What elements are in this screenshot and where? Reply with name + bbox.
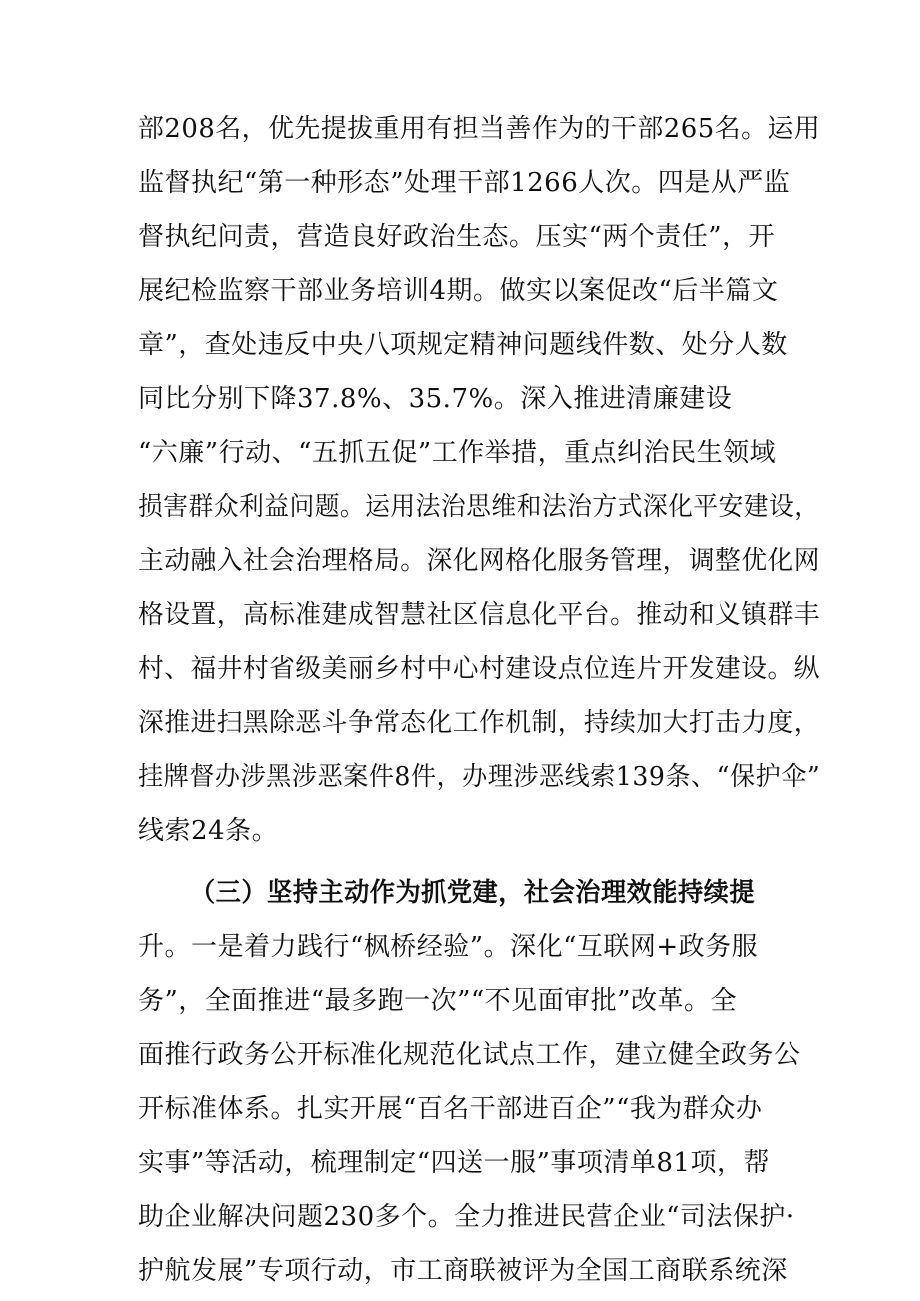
body-text-line: 部208名，优先提拔重用有担当善作为的干部265名。运用: [138, 114, 821, 144]
body-text-line: 损害群众利益问题。运用法治思维和法治方式深化平安建设，: [138, 492, 820, 522]
body-text-line: 挂牌督办涉黑涉恶案件8件，办理涉恶线索139条、“保护伞”: [138, 762, 821, 792]
body-text-line: 助企业解决问题230多个。全力推进民营企业“司法保护·: [138, 1202, 795, 1232]
body-text-line: 深推进扫黑除恶斗争常态化工作机制，持续加大打击力度，: [138, 708, 820, 738]
body-text-line: 展纪检监察干部业务培训4期。做实以案促改“后半篇文: [138, 276, 779, 306]
body-text-line: 开标准体系。扎实开展“百名干部进百企”“我为群众办: [138, 1094, 763, 1124]
body-text-line: 监督执纪“第一种形态”处理干部1266人次。四是从严监: [138, 168, 791, 198]
body-text-line: 同比分别下降37.8%、35.7%。深入推进清廉建设: [138, 384, 733, 414]
body-text-line: 督执纪问责，营造良好政治生态。压实“两个责任”，开: [138, 222, 776, 252]
body-text-line: 章”，查处违反中央八项规定精神问题线件数、处分人数: [138, 330, 788, 360]
body-text-line: 面推行政务公开标准化规范化试点工作，建立健全政务公: [138, 1040, 801, 1070]
body-text-line: 村、福井村省级美丽乡村中心村建设点位连片开发建设。纵: [138, 654, 820, 684]
body-text-line: 主动融入社会治理格局。深化网格化服务管理，调整优化网: [138, 546, 820, 576]
body-text-line: 格设置，高标准建成智慧社区信息化平台。推动和义镇群丰: [138, 600, 820, 630]
body-text-line: 护航发展”专项行动，市工商联被评为全国工商联系统深: [138, 1256, 788, 1286]
section-heading: （三）坚持主动作为抓党建，社会治理效能持续提: [190, 878, 756, 908]
body-text-line: 实事”等活动，梳理制定“四送一服”事项清单81项，帮: [138, 1148, 770, 1178]
body-text-line: “六廉”行动、“五抓五促”工作举措，重点纠治民生领域: [138, 438, 777, 468]
body-text-line: 升。一是着力践行“枫桥经验”。深化“互联网+政务服: [138, 932, 759, 962]
body-text-line: 线索24条。: [138, 816, 279, 846]
body-text-line: 务”，全面推进“最多跑一次”“不见面审批”改革。全: [138, 986, 737, 1016]
